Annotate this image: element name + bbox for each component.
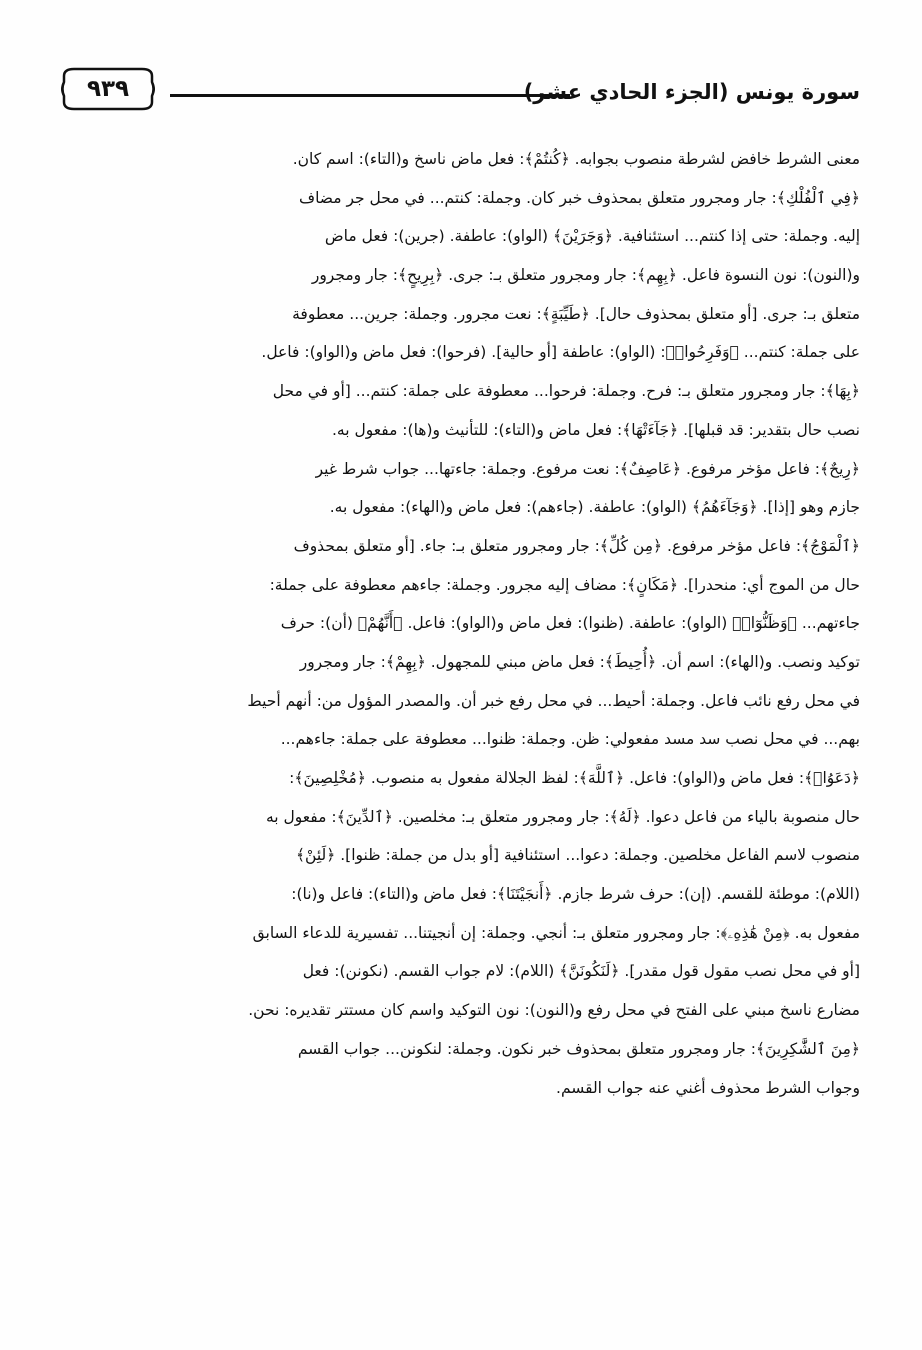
text-line: في محل رفع نائب فاعل. وجملة: أحيط... في محل رفع خبر أن. والمصدر المؤول من: أنهم أحيط xyxy=(247,691,860,710)
text-line: جازم وهو [إذا]. ﴿وَجَآءَهُمُ﴾ (الواو): عاطفة. (جاءهم): فعل ماض و(الهاء): مفعول به. xyxy=(329,498,860,517)
text-line: ﴿بِهَا﴾: جار ومجرور متعلق بـ: فرح. وجملة: فرحوا... معطوفة على جملة: كنتم... [أو في محل xyxy=(272,382,860,401)
text-line: (اللام): موطئة للقسم. (إن): حرف شرط جازم. ﴿أَنجَيْتَنَا﴾: فعل ماض و(التاء): فاعل و(نا): xyxy=(291,885,860,904)
text-line: حال من الموج أي: منحدرا]. ﴿مَكَانٍ﴾: مضاف إليه مجرور. وجملة: جاءهم معطوفة على جملة: xyxy=(269,575,860,594)
text-line: ﴿فِي ٱلْفُلْكِ﴾: جار ومجرور متعلق بمحذوف خبر كان. وجملة: كنتم... في محل جر مضاف xyxy=(299,188,860,207)
text-line: مضارع ناسخ مبني على الفتح في محل رفع و(النون): نون التوكيد واسم كان مستتر تقديره: نحن. xyxy=(248,1001,860,1020)
text-line: منصوب لاسم الفاعل مخلصين. وجملة: دعوا... استئنافية [أو بدل من جملة: ظنوا]. ﴿لَئِنْ﴾ xyxy=(295,846,860,865)
text-line: مفعول به. ﴿مِنْ هَٰذِهِۦ﴾: جار ومجرور متعلق بـ: أنجي. وجملة: إن أنجيتنا... تفسيرية للدعاء السابق xyxy=(252,923,860,942)
text-line: و(النون): نون النسوة فاعل. ﴿بِهِم﴾: جار ومجرور متعلق بـ: جرى. ﴿بِرِيحٍ﴾: جار ومجرور xyxy=(311,266,860,285)
text-line: بهم... في محل نصب سد مسد مفعولي: ظن. وجملة: ظنوا... معطوفة على جملة: جاءهم... xyxy=(280,730,860,749)
text-line: ﴿ٱلْمَوْجُ﴾: فاعل مؤخر مرفوع. ﴿مِن كُلِّ﴾: جار ومجرور متعلق بـ: جاء. [أو متعلق بمحذوف xyxy=(293,536,860,555)
text-line: [أو في محل نصب مقول قول مقدر]. ﴿لَنَكُونَنَّ﴾ (اللام): لام جواب القسم. (نكونن): فعل xyxy=(302,962,860,981)
header-rule xyxy=(170,94,570,97)
text-line: توكيد ونصب. و(الهاء): اسم أن. ﴿أُحِيطَ﴾: فعل ماض مبني للمجهول. ﴿بِهِمْ﴾: جار ومجرور xyxy=(299,652,860,671)
header-title: سورة يونس (الجزء الحادي عشر) xyxy=(523,80,860,104)
page-number-frame xyxy=(60,66,156,112)
text-line: على جملة: كنتم... ﴿وَفَرِحُوا۟﴾: (الواو): عاطفة [أو حالية]. (فرحوا): فعل ماض و(الواو): فاعل. xyxy=(261,343,860,362)
text-line: نصب حال بتقدير: قد قبلها]. ﴿جَآءَتْهَا﴾: فعل ماض و(التاء): للتأنيث و(ها): مفعول به. xyxy=(332,420,860,439)
text-line: متعلق بـ: جرى. [أو متعلق بمحذوف حال]. ﴿طَيِّبَةٍ﴾: نعت مجرور. وجملة: جرين... معطوفة xyxy=(292,304,860,323)
text-line: ﴿رِيحٌ﴾: فاعل مؤخر مرفوع. ﴿عَاصِفٌ﴾: نعت مرفوع. وجملة: جاءتها... جواب شرط غير xyxy=(315,459,860,478)
text-line: ﴿دَعَوُا۟﴾: فعل ماض و(الواو): فاعل. ﴿ٱللَّهَ﴾: لفظ الجلالة مفعول به منصوب. ﴿مُخْلِصِينَ﴾: xyxy=(289,769,860,787)
text-line: جاءتهم... ﴿وَظَنُّوٓا۟﴾ (الواو): عاطفة. (ظنوا): فعل ماض و(الواو): فاعل. ﴿أَنَّهُمْ﴾ (أن): حرف xyxy=(280,614,860,633)
body-text xyxy=(64,140,860,1240)
text-line: ﴿مِنَ ٱلشَّٰكِرِينَ﴾: جار ومجرور متعلق بمحذوف خبر نكون. وجملة: لنكونن... جواب القسم xyxy=(297,1039,860,1058)
text-line: إليه. وجملة: حتى إذا كنتم... استئنافية. ﴿وَجَرَيْنَ﴾ (الواو): عاطفة. (جرين): فعل ماض xyxy=(324,227,860,246)
page-header xyxy=(60,62,860,122)
text-line: معنى الشرط خافض لشرطة منصوب بجوابه. ﴿كُنتُمْ﴾: فعل ماض ناسخ و(التاء): اسم كان. xyxy=(292,150,860,168)
page-number: ٩٣٩ xyxy=(86,76,130,102)
text-line: وجواب الشرط محذوف أغني عنه جواب القسم. xyxy=(556,1078,860,1097)
text-line: حال منصوبة بالياء من فاعل دعوا. ﴿لَهُ﴾: جار ومجرور متعلق بـ: مخلصين. ﴿ٱلدِّينَ﴾: مفعول به xyxy=(265,807,860,826)
